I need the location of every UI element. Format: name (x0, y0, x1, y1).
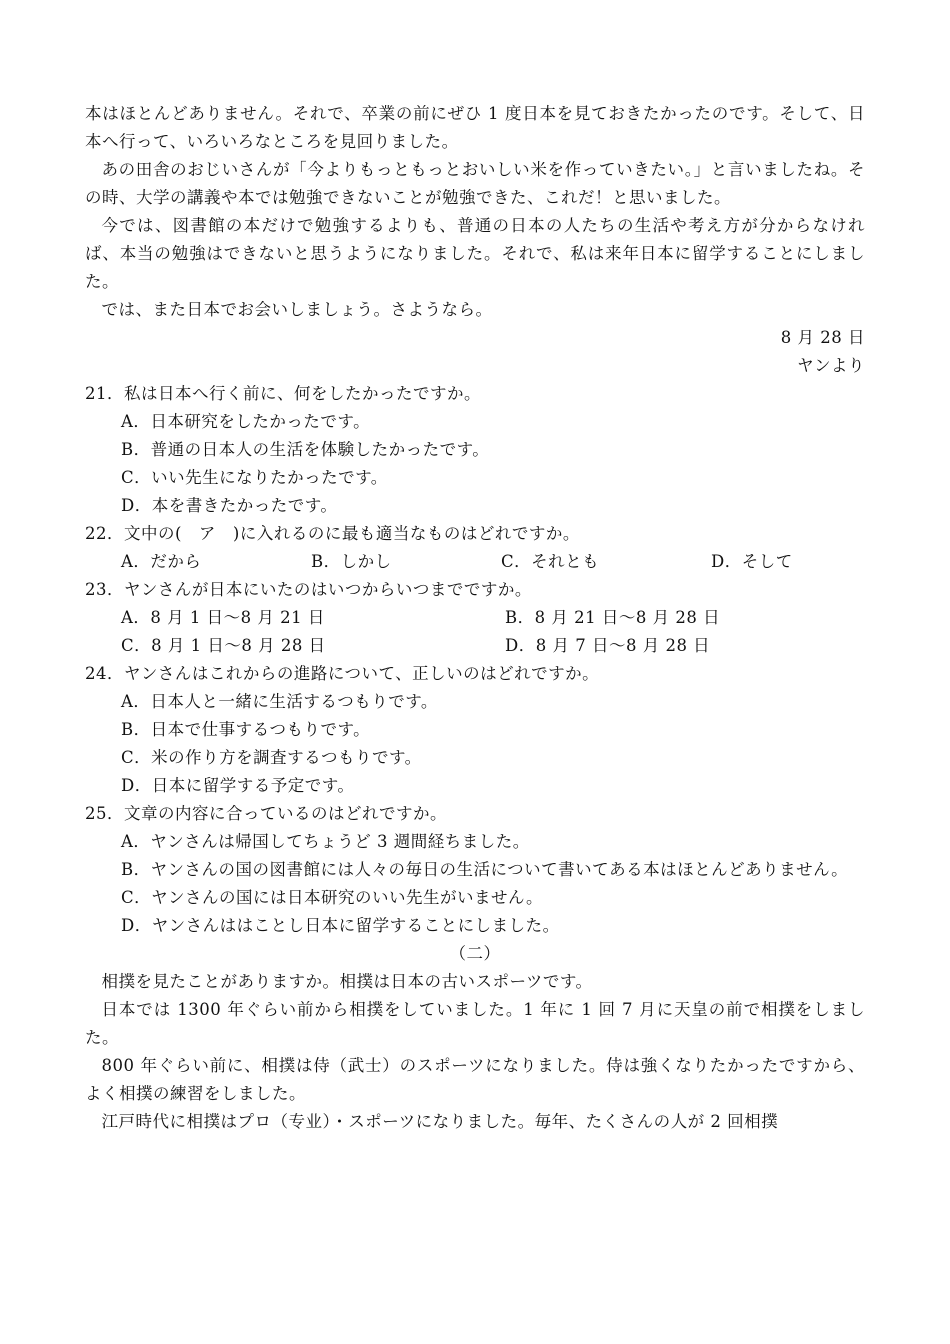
question-21-option-d: D．本を書きたかったです。 (121, 496, 338, 515)
question-23-option-b: B．8 月 21 日～8 月 28 日 (505, 608, 721, 627)
question-23-stem: 23．ヤンさんが日本にいたのはいつからいつまでですか。 (85, 580, 532, 599)
question-25-option-d: D．ヤンさんははことし日本に留学することにしました。 (121, 916, 560, 935)
question-24-option-c: C．米の作り方を調査するつもりです。 (121, 748, 422, 767)
question-25-option-b: B．ヤンさんの国の図書館には人々の毎日の生活について書いてある本はほとんどありません。 (121, 860, 849, 879)
question-22-option-d: D．そして (711, 552, 793, 571)
question-24-option-a: A．日本人と一緒に生活するつもりです。 (121, 692, 438, 711)
question-23-option-c: C．8 月 1 日～8 月 28 日 (121, 636, 326, 655)
question-24-stem: 24．ヤンさんはこれからの進路について、正しいのはどれですか。 (85, 664, 600, 683)
question-21-stem: 21．私は日本へ行く前に、何をしたかったですか。 (85, 384, 481, 403)
letter-paragraph: では、また日本でお会いしましょう。さようなら。 (101, 300, 493, 319)
question-21-option-a: A．日本研究をしたかったです。 (121, 412, 371, 431)
question-22-stem: 22．文中の( ア )に入れるのに最も適当なものはどれですか。 (85, 524, 580, 543)
question-22-options (85, 548, 865, 576)
question-22-option-c: C．それとも (501, 552, 600, 571)
question-23-options-row2 (85, 632, 865, 660)
section-2-paragraph: 800 年ぐらい前に、相撲は侍（武士）のスポーツになりました。侍は強くなりたかったですから、よく相撲の練習をしました。 (85, 1056, 865, 1103)
question-21-option-c: C．いい先生になりたかったです。 (121, 468, 388, 487)
question-25-option-c: C．ヤンさんの国には日本研究のいい先生がいません。 (121, 888, 543, 907)
question-24-option-b: B．日本で仕事するつもりです。 (121, 720, 371, 739)
section-2-paragraph: 日本では 1300 年ぐらい前から相撲をしていました。1 年に 1 回 7 月に天皇の前で相撲をしました。 (85, 1000, 865, 1047)
letter-date: 8 月 28 日 (780, 328, 865, 347)
letter-paragraph: あの田舎のおじいさんが「今よりもっともっとおいしい米を作っていきたい。」と言いましたね。その時、大学の講義や本では勉強できないことが勉強できた、これだ！と思いました。 (85, 160, 865, 207)
letter-paragraph: 本はほとんどありません。それで、卒業の前にぜひ 1 度日本を見ておきたかったのです。そして、日本へ行って、いろいろなところを見回りました。 (85, 104, 865, 151)
question-23-option-a: A．8 月 1 日～8 月 21 日 (121, 608, 325, 627)
letter-paragraph: 今では、図書館の本だけで勉強するよりも、普通の日本の人たちの生活や考え方が分からなければ、本当の勉強はできないと思うようになりました。それで、私は来年日本に留学することにしました。 (85, 216, 865, 291)
exam-page (85, 100, 865, 1136)
question-21-option-b: B．普通の日本人の生活を体験したかったです。 (121, 440, 490, 459)
question-23-options-row1 (85, 604, 865, 632)
section-2-paragraph: 江戸時代に相撲はプロ（专业）・スポーツになりました。毎年、たくさんの人が 2 回相撲 (101, 1112, 779, 1131)
question-24-option-d: D．日本に留学する予定です。 (121, 776, 355, 795)
question-23-option-d: D．8 月 7 日～8 月 28 日 (505, 636, 711, 655)
section-2-heading: （二） (449, 944, 501, 963)
question-25-option-a: A．ヤンさんは帰国してちょうど 3 週間経ちました。 (121, 832, 530, 851)
question-25-stem: 25．文章の内容に合っているのはどれですか。 (85, 804, 447, 823)
question-22-option-a: A．だから (121, 552, 202, 571)
letter-signature: ヤンより (797, 356, 865, 375)
question-22-option-b: B．しかし (311, 552, 392, 571)
section-2-paragraph: 相撲を見たことがありますか。相撲は日本の古いスポーツです。 (101, 972, 593, 991)
